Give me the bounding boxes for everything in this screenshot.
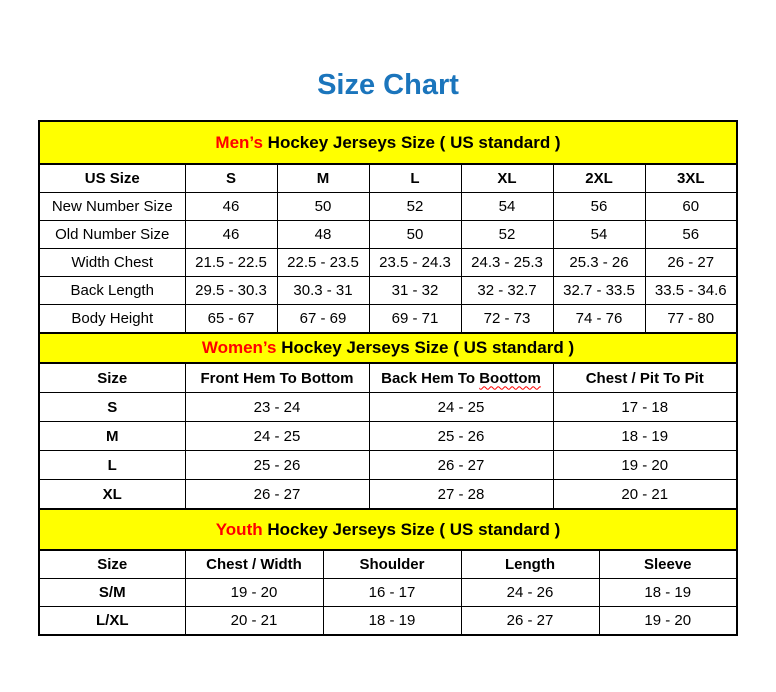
column-header: Sleeve <box>599 550 737 579</box>
size-table-womens <box>38 332 738 510</box>
column-header: L <box>369 164 461 193</box>
table-row <box>39 451 737 480</box>
column-header: S <box>185 164 277 193</box>
cell: 52 <box>461 221 553 249</box>
section-band-womens <box>39 333 737 363</box>
cell: 23 - 24 <box>185 393 369 422</box>
section-title-label: Hockey Jerseys Size ( US standard ) <box>276 338 575 357</box>
cell: 20 - 21 <box>185 607 323 636</box>
cell: 26 - 27 <box>185 480 369 510</box>
cell: 33.5 - 34.6 <box>645 277 737 305</box>
cell: 32.7 - 33.5 <box>553 277 645 305</box>
section-title-label: Hockey Jerseys Size ( US standard ) <box>262 132 561 152</box>
cell: 77 - 80 <box>645 305 737 334</box>
section-band-cell <box>39 121 737 164</box>
section-band-cell <box>39 509 737 550</box>
cell: 24 - 25 <box>369 393 553 422</box>
section-band-youth <box>39 509 737 550</box>
row-label: New Number Size <box>39 193 185 221</box>
section-band-mens <box>39 121 737 164</box>
cell: 25 - 26 <box>369 422 553 451</box>
column-header: Back Hem To Boottom <box>369 363 553 393</box>
cell: 32 - 32.7 <box>461 277 553 305</box>
cell: 22.5 - 23.5 <box>277 249 369 277</box>
row-label: Back Length <box>39 277 185 305</box>
cell: 54 <box>461 193 553 221</box>
cell: 31 - 32 <box>369 277 461 305</box>
size-table-youth <box>38 508 738 636</box>
cell: 74 - 76 <box>553 305 645 334</box>
cell: 20 - 21 <box>553 480 737 510</box>
column-header: Chest / Pit To Pit <box>553 363 737 393</box>
row-label: Old Number Size <box>39 221 185 249</box>
column-header-row <box>39 164 737 193</box>
cell: 50 <box>277 193 369 221</box>
column-header: Front Hem To Bottom <box>185 363 369 393</box>
column-header: 2XL <box>553 164 645 193</box>
row-label: L <box>39 451 185 480</box>
cell: 56 <box>645 221 737 249</box>
cell: 29.5 - 30.3 <box>185 277 277 305</box>
column-header: 3XL <box>645 164 737 193</box>
cell: 72 - 73 <box>461 305 553 334</box>
cell: 52 <box>369 193 461 221</box>
table-row <box>39 607 737 636</box>
cell: 30.3 - 31 <box>277 277 369 305</box>
row-label: Width Chest <box>39 249 185 277</box>
column-header-row <box>39 363 737 393</box>
section-accent-label: Men’s <box>215 132 263 152</box>
column-header: Chest / Width <box>185 550 323 579</box>
row-label: L/XL <box>39 607 185 636</box>
column-header: XL <box>461 164 553 193</box>
section-accent-label: Youth <box>215 519 263 539</box>
cell: 65 - 67 <box>185 305 277 334</box>
cell: 27 - 28 <box>369 480 553 510</box>
cell: 19 - 20 <box>185 579 323 607</box>
cell: 18 - 19 <box>553 422 737 451</box>
column-header: Size <box>39 550 185 579</box>
cell: 18 - 19 <box>599 579 737 607</box>
cell: 46 <box>185 193 277 221</box>
cell: 48 <box>277 221 369 249</box>
section-accent-label: Women’s <box>201 338 277 357</box>
cell: 25.3 - 26 <box>553 249 645 277</box>
column-header: Length <box>461 550 599 579</box>
section-band-cell <box>39 333 737 363</box>
cell: 19 - 20 <box>553 451 737 480</box>
cell: 50 <box>369 221 461 249</box>
cell: 56 <box>553 193 645 221</box>
table-row <box>39 305 737 334</box>
cell: 16 - 17 <box>323 579 461 607</box>
table-row <box>39 277 737 305</box>
cell: 21.5 - 22.5 <box>185 249 277 277</box>
cell: 67 - 69 <box>277 305 369 334</box>
column-header: Size <box>39 363 185 393</box>
row-label: S <box>39 393 185 422</box>
cell: 54 <box>553 221 645 249</box>
column-header-row <box>39 550 737 579</box>
column-header: US Size <box>39 164 185 193</box>
table-row <box>39 249 737 277</box>
table-row <box>39 193 737 221</box>
row-label: Body Height <box>39 305 185 334</box>
cell: 24 - 25 <box>185 422 369 451</box>
cell: 26 - 27 <box>369 451 553 480</box>
section-title-label: Hockey Jerseys Size ( US standard ) <box>262 519 561 539</box>
table-row <box>39 579 737 607</box>
row-label: M <box>39 422 185 451</box>
cell: 24.3 - 25.3 <box>461 249 553 277</box>
cell: 17 - 18 <box>553 393 737 422</box>
cell: 23.5 - 24.3 <box>369 249 461 277</box>
table-row <box>39 221 737 249</box>
cell: 24 - 26 <box>461 579 599 607</box>
cell: 26 - 27 <box>645 249 737 277</box>
cell: 69 - 71 <box>369 305 461 334</box>
cell: 19 - 20 <box>599 607 737 636</box>
cell: 60 <box>645 193 737 221</box>
page-title: Size Chart <box>317 69 459 101</box>
row-label: XL <box>39 480 185 510</box>
cell: 25 - 26 <box>185 451 369 480</box>
column-header: Shoulder <box>323 550 461 579</box>
misspelled-word: Boottom <box>479 369 541 387</box>
size-tables <box>38 120 738 636</box>
table-row <box>39 480 737 510</box>
column-header: M <box>277 164 369 193</box>
cell: 18 - 19 <box>323 607 461 636</box>
size-table-mens <box>38 120 738 334</box>
cell: 26 - 27 <box>461 607 599 636</box>
table-row <box>39 393 737 422</box>
row-label: S/M <box>39 579 185 607</box>
cell: 46 <box>185 221 277 249</box>
table-row <box>39 422 737 451</box>
